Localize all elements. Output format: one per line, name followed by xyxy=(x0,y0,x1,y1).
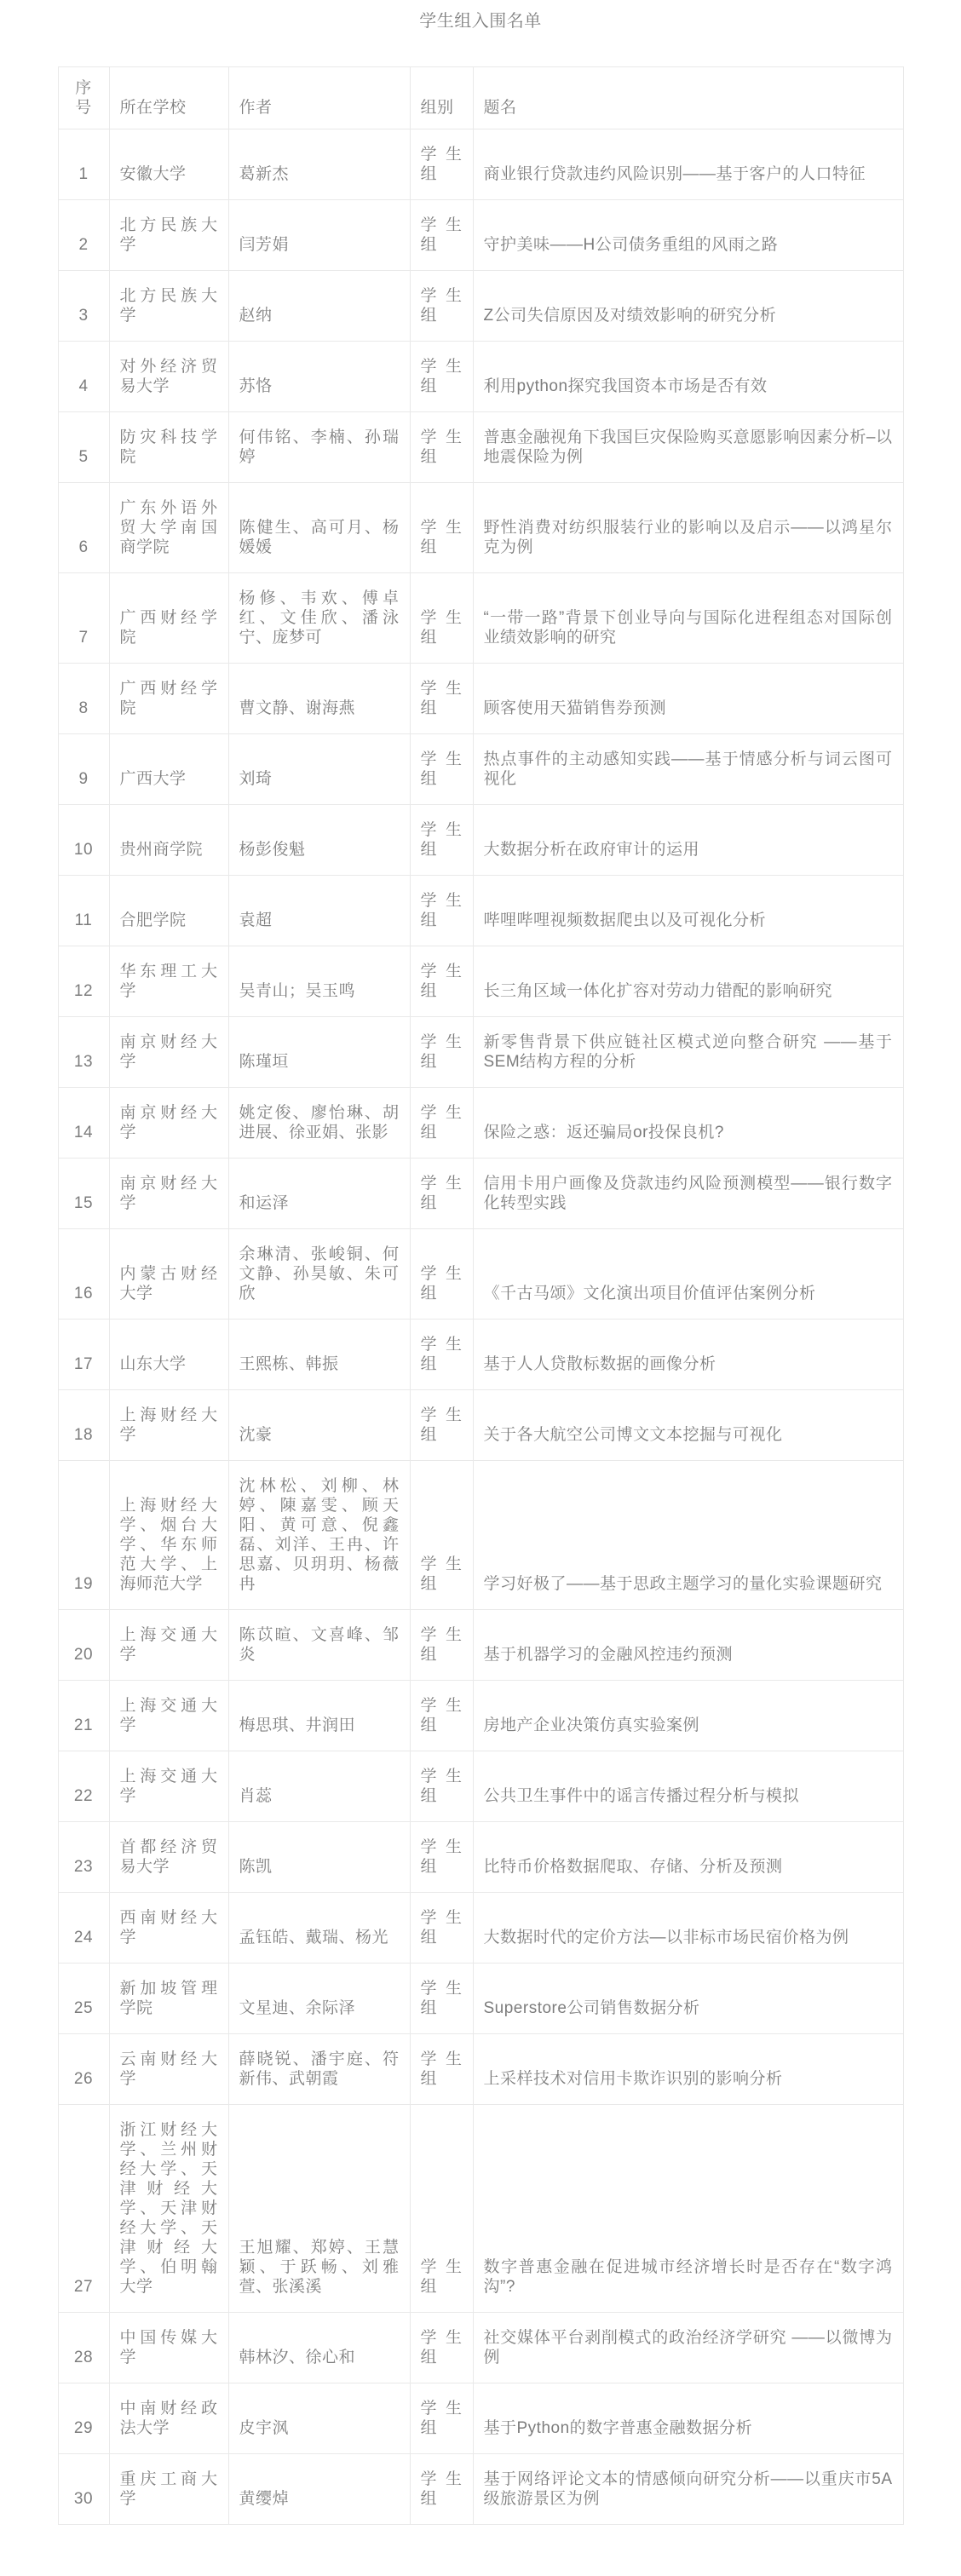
table-row xyxy=(58,2034,903,2105)
authors-cell: 杨修、韦欢、傅卓红、文佳欣、潘泳宁、庞梦可 xyxy=(228,573,410,664)
table-row xyxy=(58,129,903,200)
group-cell: 学生组 xyxy=(410,876,473,946)
authors-cell: 孟钰皓、戴瑞、杨光 xyxy=(228,1893,410,1964)
paper-title-cell: 上采样技术对信用卡欺诈识别的影响分析 xyxy=(473,2034,903,2105)
paper-title-cell: 数字普惠金融在促进城市经济增长时是否存在“数字鸿沟”? xyxy=(473,2105,903,2313)
paper-title-cell: 基于人人贷散标数据的画像分析 xyxy=(473,1320,903,1390)
authors-cell: 刘琦 xyxy=(228,734,410,805)
group-cell: 学生组 xyxy=(410,2383,473,2454)
paper-title-cell: “一带一路”背景下创业导向与国际化进程组态对国际创业绩效影响的研究 xyxy=(473,573,903,664)
paper-title-cell: Z公司失信原因及对绩效影响的研究分析 xyxy=(473,271,903,342)
authors-cell: 陈苡暄、文喜峰、邹炎 xyxy=(228,1610,410,1681)
table-row xyxy=(58,2105,903,2313)
table-row xyxy=(58,1751,903,1822)
row-number-cell: 23 xyxy=(58,1822,109,1893)
authors-cell: 文星迪、余际泽 xyxy=(228,1964,410,2034)
paper-title-cell: 基于机器学习的金融风控违约预测 xyxy=(473,1610,903,1681)
paper-title-cell: 哔哩哔哩视频数据爬虫以及可视化分析 xyxy=(473,876,903,946)
school-cell: 上海财经大学 xyxy=(109,1390,228,1461)
row-number-cell: 2 xyxy=(58,200,109,271)
group-cell: 学生组 xyxy=(410,129,473,200)
authors-cell: 梅思琪、井润田 xyxy=(228,1681,410,1751)
row-number-cell: 11 xyxy=(58,876,109,946)
table-row xyxy=(58,734,903,805)
paper-title-cell: 房地产企业决策仿真实验案例 xyxy=(473,1681,903,1751)
paper-title-cell: 社交媒体平台剥削模式的政治经济学研究 ——以微博为例 xyxy=(473,2313,903,2383)
row-number-cell: 1 xyxy=(58,129,109,200)
header-group: 组别 xyxy=(410,67,473,129)
table-row xyxy=(58,1822,903,1893)
row-number-cell: 17 xyxy=(58,1320,109,1390)
paper-title-cell: 普惠金融视角下我国巨灾保险购买意愿影响因素分析–以地震保险为例 xyxy=(473,412,903,483)
page-title: 学生组入围名单 xyxy=(419,12,542,31)
table-row xyxy=(58,1229,903,1320)
table-row xyxy=(58,664,903,734)
authors-cell: 陈健生、高可月、杨媛媛 xyxy=(228,483,410,573)
authors-cell: 王旭耀、郑婷、王慧颖、于跃畅、刘雅萱、张溪溪 xyxy=(228,2105,410,2313)
group-cell: 学生组 xyxy=(410,1320,473,1390)
school-cell: 中南财经政法大学 xyxy=(109,2383,228,2454)
table-row xyxy=(58,1017,903,1088)
group-cell: 学生组 xyxy=(410,2034,473,2105)
school-cell: 广西大学 xyxy=(109,734,228,805)
group-cell: 学生组 xyxy=(410,1159,473,1229)
authors-cell: 韩林汐、徐心和 xyxy=(228,2313,410,2383)
row-number-cell: 24 xyxy=(58,1893,109,1964)
authors-cell: 葛新杰 xyxy=(228,129,410,200)
authors-cell: 赵纳 xyxy=(228,271,410,342)
row-number-cell: 29 xyxy=(58,2383,109,2454)
table-row xyxy=(58,1964,903,2034)
header-no: 序号 xyxy=(58,67,109,129)
group-cell: 学生组 xyxy=(410,1088,473,1159)
paper-title-cell: 顾客使用天猫销售券预测 xyxy=(473,664,903,734)
group-cell: 学生组 xyxy=(410,2313,473,2383)
header-row xyxy=(58,67,903,129)
row-number-cell: 12 xyxy=(58,946,109,1017)
authors-cell: 薛晓锐、潘宇庭、符新伟、武朝霞 xyxy=(228,2034,410,2105)
paper-title-cell: 商业银行贷款违约风险识别——基于客户的人口特征 xyxy=(473,129,903,200)
paper-title-cell: 利用python探究我国资本市场是否有效 xyxy=(473,342,903,412)
table-row xyxy=(58,2313,903,2383)
row-number-cell: 21 xyxy=(58,1681,109,1751)
paper-title-cell: 比特币价格数据爬取、存储、分析及预测 xyxy=(473,1822,903,1893)
school-cell: 西南财经大学 xyxy=(109,1893,228,1964)
authors-cell: 杨彭俊魁 xyxy=(228,805,410,876)
authors-cell: 苏恪 xyxy=(228,342,410,412)
row-number-cell: 10 xyxy=(58,805,109,876)
school-cell: 云南财经大学 xyxy=(109,2034,228,2105)
school-cell: 对外经济贸易大学 xyxy=(109,342,228,412)
school-cell: 新加坡管理学院 xyxy=(109,1964,228,2034)
school-cell: 北方民族大学 xyxy=(109,271,228,342)
authors-cell: 姚定俊、廖怡琳、胡进展、徐亚娟、张影 xyxy=(228,1088,410,1159)
row-number-cell: 28 xyxy=(58,2313,109,2383)
group-cell: 学生组 xyxy=(410,1964,473,2034)
authors-cell: 何伟铭、李楠、孙瑞婷 xyxy=(228,412,410,483)
paper-title-cell: 学习好极了——基于思政主题学习的量化实验课题研究 xyxy=(473,1461,903,1610)
school-cell: 首都经济贸易大学 xyxy=(109,1822,228,1893)
row-number-cell: 6 xyxy=(58,483,109,573)
paper-title-cell: 保险之惑：返还骗局or投保良机? xyxy=(473,1088,903,1159)
school-cell: 南京财经大学 xyxy=(109,1159,228,1229)
group-cell: 学生组 xyxy=(410,1461,473,1610)
table-body xyxy=(58,129,903,2525)
group-cell: 学生组 xyxy=(410,664,473,734)
paper-title-cell: 新零售背景下供应链社区模式逆向整合研究 ——基于SEM结构方程的分析 xyxy=(473,1017,903,1088)
school-cell: 重庆工商大学 xyxy=(109,2454,228,2525)
authors-cell: 余琳清、张峻铜、何文静、孙昊敏、朱可欣 xyxy=(228,1229,410,1320)
authors-cell: 黄缨焯 xyxy=(228,2454,410,2525)
table-row xyxy=(58,876,903,946)
authors-cell: 和运泽 xyxy=(228,1159,410,1229)
table-row xyxy=(58,1390,903,1461)
school-cell: 广西财经学院 xyxy=(109,573,228,664)
paper-title-cell: 关于各大航空公司博文文本挖掘与可视化 xyxy=(473,1390,903,1461)
group-cell: 学生组 xyxy=(410,412,473,483)
group-cell: 学生组 xyxy=(410,805,473,876)
school-cell: 中国传媒大学 xyxy=(109,2313,228,2383)
row-number-cell: 27 xyxy=(58,2105,109,2313)
group-cell: 学生组 xyxy=(410,483,473,573)
header-school: 所在学校 xyxy=(109,67,228,129)
table-row xyxy=(58,2454,903,2525)
paper-title-cell: 热点事件的主动感知实践——基于情感分析与词云图可视化 xyxy=(473,734,903,805)
school-cell: 上海交通大学 xyxy=(109,1751,228,1822)
row-number-cell: 20 xyxy=(58,1610,109,1681)
authors-cell: 陈瑾垣 xyxy=(228,1017,410,1088)
group-cell: 学生组 xyxy=(410,1229,473,1320)
row-number-cell: 8 xyxy=(58,664,109,734)
school-cell: 合肥学院 xyxy=(109,876,228,946)
table-row xyxy=(58,573,903,664)
school-cell: 南京财经大学 xyxy=(109,1017,228,1088)
table-row xyxy=(58,1461,903,1610)
school-cell: 上海财经大学、烟台大学、华东师范大学、上海师范大学 xyxy=(109,1461,228,1610)
table-row xyxy=(58,946,903,1017)
group-cell: 学生组 xyxy=(410,1610,473,1681)
table-row xyxy=(58,412,903,483)
school-cell: 北方民族大学 xyxy=(109,200,228,271)
school-cell: 浙江财经大学、兰州财经大学、天津财经大学、天津财经大学、天津财经大学、伯明翰大学 xyxy=(109,2105,228,2313)
header-authors: 作者 xyxy=(228,67,410,129)
paper-title-cell: 守护美味——H公司债务重组的风雨之路 xyxy=(473,200,903,271)
group-cell: 学生组 xyxy=(410,573,473,664)
school-cell: 上海交通大学 xyxy=(109,1610,228,1681)
table-row xyxy=(58,1088,903,1159)
authors-cell: 沈林松、刘柳、林婷、陳嘉雯、顾天阳、黄可意、倪鑫磊、刘洋、王冉、许思嘉、贝玥玥、杨薇冉 xyxy=(228,1461,410,1610)
paper-title-cell: 基于Python的数字普惠金融数据分析 xyxy=(473,2383,903,2454)
row-number-cell: 22 xyxy=(58,1751,109,1822)
row-number-cell: 18 xyxy=(58,1390,109,1461)
group-cell: 学生组 xyxy=(410,734,473,805)
authors-cell: 曹文静、谢海燕 xyxy=(228,664,410,734)
paper-title-cell: 大数据时代的定价方法—以非标市场民宿价格为例 xyxy=(473,1893,903,1964)
row-number-cell: 9 xyxy=(58,734,109,805)
group-cell: 学生组 xyxy=(410,1681,473,1751)
table-row xyxy=(58,271,903,342)
school-cell: 贵州商学院 xyxy=(109,805,228,876)
group-cell: 学生组 xyxy=(410,1822,473,1893)
finalist-table xyxy=(58,66,904,2525)
table-row xyxy=(58,805,903,876)
row-number-cell: 14 xyxy=(58,1088,109,1159)
group-cell: 学生组 xyxy=(410,1017,473,1088)
bottom-spacer xyxy=(0,2525,961,2576)
school-cell: 华东理工大学 xyxy=(109,946,228,1017)
row-number-cell: 15 xyxy=(58,1159,109,1229)
school-cell: 防灾科技学院 xyxy=(109,412,228,483)
row-number-cell: 16 xyxy=(58,1229,109,1320)
group-cell: 学生组 xyxy=(410,200,473,271)
school-cell: 上海交通大学 xyxy=(109,1681,228,1751)
row-number-cell: 5 xyxy=(58,412,109,483)
table-row xyxy=(58,483,903,573)
authors-cell: 沈豪 xyxy=(228,1390,410,1461)
group-cell: 学生组 xyxy=(410,1390,473,1461)
row-number-cell: 30 xyxy=(58,2454,109,2525)
row-number-cell: 7 xyxy=(58,573,109,664)
row-number-cell: 4 xyxy=(58,342,109,412)
authors-cell: 王熙栋、韩振 xyxy=(228,1320,410,1390)
row-number-cell: 3 xyxy=(58,271,109,342)
group-cell: 学生组 xyxy=(410,946,473,1017)
group-cell: 学生组 xyxy=(410,271,473,342)
paper-title-cell: 野性消费对纺织服装行业的影响以及启示——以鸿星尔克为例 xyxy=(473,483,903,573)
row-number-cell: 26 xyxy=(58,2034,109,2105)
paper-title-cell: 大数据分析在政府审计的运用 xyxy=(473,805,903,876)
paper-title-cell: 《千古马颂》文化演出项目价值评估案例分析 xyxy=(473,1229,903,1320)
paper-title-cell: Superstore公司销售数据分析 xyxy=(473,1964,903,2034)
table-row xyxy=(58,1610,903,1681)
school-cell: 安徽大学 xyxy=(109,129,228,200)
row-number-cell: 13 xyxy=(58,1017,109,1088)
table-row xyxy=(58,2383,903,2454)
school-cell: 山东大学 xyxy=(109,1320,228,1390)
paper-title-cell: 信用卡用户画像及贷款违约风险预测模型——银行数字化转型实践 xyxy=(473,1159,903,1229)
table-row xyxy=(58,1159,903,1229)
table-row xyxy=(58,1320,903,1390)
table-row xyxy=(58,342,903,412)
authors-cell: 袁超 xyxy=(228,876,410,946)
authors-cell: 皮宇沨 xyxy=(228,2383,410,2454)
table-row xyxy=(58,1893,903,1964)
group-cell: 学生组 xyxy=(410,342,473,412)
authors-cell: 陈凯 xyxy=(228,1822,410,1893)
table-header xyxy=(58,67,903,129)
table-row xyxy=(58,200,903,271)
row-number-cell: 19 xyxy=(58,1461,109,1610)
authors-cell: 肖蕊 xyxy=(228,1751,410,1822)
group-cell: 学生组 xyxy=(410,2105,473,2313)
paper-title-cell: 基于网络评论文本的情感倾向研究分析——以重庆市5A级旅游景区为例 xyxy=(473,2454,903,2525)
group-cell: 学生组 xyxy=(410,1893,473,1964)
header-title: 题名 xyxy=(473,67,903,129)
school-cell: 内蒙古财经大学 xyxy=(109,1229,228,1320)
group-cell: 学生组 xyxy=(410,2454,473,2525)
school-cell: 南京财经大学 xyxy=(109,1088,228,1159)
authors-cell: 闫芳娟 xyxy=(228,200,410,271)
row-number-cell: 25 xyxy=(58,1964,109,2034)
table-row xyxy=(58,1681,903,1751)
school-cell: 广西财经学院 xyxy=(109,664,228,734)
authors-cell: 吴青山；吴玉鸣 xyxy=(228,946,410,1017)
group-cell: 学生组 xyxy=(410,1751,473,1822)
paper-title-cell: 长三角区域一体化扩容对劳动力错配的影响研究 xyxy=(473,946,903,1017)
school-cell: 广东外语外贸大学南国商学院 xyxy=(109,483,228,573)
paper-title-cell: 公共卫生事件中的谣言传播过程分析与模拟 xyxy=(473,1751,903,1822)
